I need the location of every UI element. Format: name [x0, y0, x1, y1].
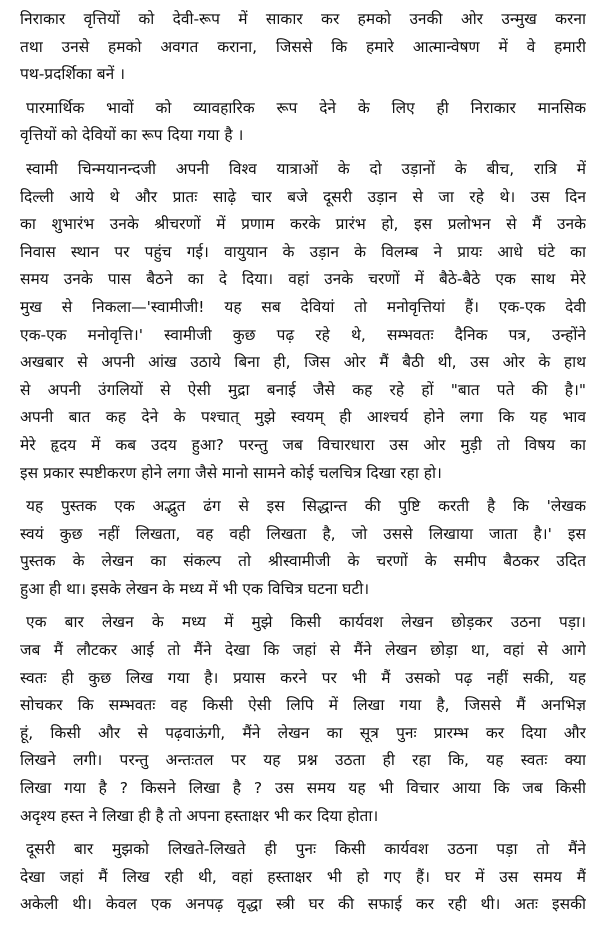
text-line: अपनी बात कह देने के पश्चात् मुझे स्वयम् ही आश्चर्य होने लगा कि यह भाव	[20, 408, 586, 427]
text-line: स्वामी चिन्मयानन्दजी अपनी विश्व यात्राओं के दो उड़ानों के बीच, रात्रि में	[26, 159, 586, 178]
paragraph-1	[20, 6, 586, 89]
text-line: जब मैं लौटकर आई तो मैंने देखा कि जहां से मैंने लेखन छोड़ा था, वहां से आगे	[20, 641, 586, 660]
text-line: इस प्रकार स्पष्टीकरण होने लगा जैसे मानो सामने कोई चलचित्र दिखा रहा हो।	[20, 463, 442, 482]
text-line: स्वतः ही कुछ लिख गया है। प्रयास करने पर भी मैं उसको पढ़ नहीं सकी, यह	[20, 668, 586, 687]
text-line: अखबार से अपनी आंख उठाये बिना ही, जिस ओर मैं बैठी थी, उस ओर के हाथ	[20, 353, 586, 372]
text-line: हुआ ही था। इसके लेखन के मध्य में भी एक विचित्र घटना घटी।	[20, 579, 370, 598]
text-line: वृत्तियों को देवियों का रूप दिया गया है ।	[20, 126, 244, 145]
text-line: दिल्ली आये थे और प्रातः साढ़े चार बजे दूसरी उड़ान से जा रहे थे। उस दिन	[20, 187, 586, 206]
paragraph-4	[20, 493, 586, 603]
text-line: मुख से निकला—'स्वामीजी! यह सब देवियां तो मनोवृत्तियां हैं। एक-एक देवी	[20, 297, 586, 316]
text-line: एक-एक मनोवृत्ति।' स्वामीजी कुछ पढ़ रहे थे, सम्भवतः दैनिक पत्र, उन्होंने	[20, 325, 586, 344]
paragraph-2	[20, 95, 586, 150]
text-line: पुस्तक के लेखन का संकल्प तो श्रीस्वामीजी के चरणों के समीप बैठकर उदित	[20, 552, 586, 571]
text-line: निराकार वृत्तियों को देवी-रूप में साकार कर हमको उनकी ओर उन्मुख करना	[20, 10, 586, 28]
book-page	[20, 6, 586, 925]
text-line: दूसरी बार मुझको लिखते-लिखते ही पुनः किसी कार्यवश उठना पड़ा तो मैंने	[26, 840, 586, 859]
paragraph-6	[20, 836, 586, 919]
text-line: एक बार लेखन के मध्य में मुझे किसी कार्यवश लेखन छोड़कर उठना पड़ा।	[26, 613, 586, 632]
paragraph-5	[20, 609, 586, 830]
text-line: देखा जहां मैं लिख रही थी, वहां हस्ताक्षर भी हो गए हैं। घर में उस समय मैं	[20, 867, 586, 886]
text-line: यह पुस्तक एक अद्भुत ढंग से इस सिद्धान्त की पुष्टि करती है कि 'लेखक	[26, 497, 586, 516]
text-line: लिखा गया है ? किसने लिखा है ? उस समय यह भी विचार आया कि जब किसी	[20, 779, 586, 798]
text-line: तथा उनसे हमको अवगत कराना, जिससे कि हमारे आत्मान्वेषण में वे हमारी	[20, 37, 586, 56]
text-line: सोचकर कि सम्भवतः वह किसी ऐसी लिपि में लिखा गया है, जिससे मैं अनभिज्ञ	[20, 696, 586, 715]
text-line: पारमार्थिक भावों को व्यावहारिक रूप देने के लिए ही निराकार मानसिक	[26, 98, 586, 117]
text-line: अदृश्य हस्त ने लिखा ही है तो अपना हस्ताक्षर भी कर दिया होता।	[20, 806, 379, 825]
text-line: पथ-प्रदर्शिका बनें ।	[20, 65, 126, 84]
text-line: से अपनी उंगलियों से ऐसी मुद्रा बनाई जैसे कह रहे हों "बात पते की है।"	[20, 380, 586, 399]
text-line: का शुभारंभ उनके श्रीचरणों में प्रणाम करके प्रारंभ हो, इस प्रलोभन से मैं उनके	[20, 215, 586, 234]
text-line: अकेली थी। केवल एक अनपढ़ वृद्धा स्त्री घर की सफाई कर रही थी। अतः इसकी	[20, 895, 586, 914]
text-line: निवास स्थान पर पहुंच गई। वायुयान के उड़ान के विलम्ब ने प्रायः आधे घंटे का	[20, 242, 586, 261]
paragraph-3	[20, 156, 586, 487]
text-line: समय उनके पास बैठने का दे दिया। वहां उनके चरणों में बैठे-बैठे एक साथ मेरे	[20, 270, 586, 289]
text-line: स्वयं कुछ नहीं लिखता, वह वही लिखता है, जो उससे लिखाया जाता है।' इस	[20, 524, 586, 543]
text-line: लिखने लगी। परन्तु अन्तःतल पर यह प्रश्न उठता ही रहा कि, यह स्वतः क्या	[20, 751, 586, 770]
text-line: हूं, किसी और से पढ़वाऊंगी, मैंने लेखन का सूत्र पुनः प्रारम्भ कर दिया और	[20, 723, 586, 742]
text-line: मेरे हृदय में कब उदय हुआ? परन्तु जब विचारधारा उस ओर मुड़ी तो विषय का	[20, 435, 586, 454]
